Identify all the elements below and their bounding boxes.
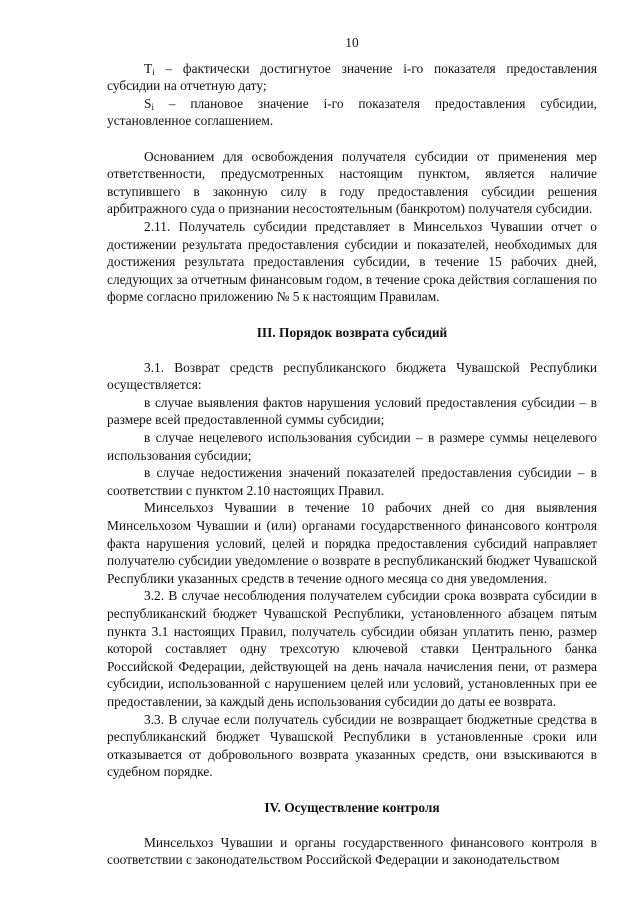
paragraph-3-1-case-violation: в случае выявления фактов нарушения условий предоставления субсидии – в размере всей предоставленной суммы субсидии; <box>107 394 597 428</box>
paragraph-3-3: 3.3. В случае если получатель субсидии не возвращает бюджетные средства в республиканский бюджет Чувашской Республики в установленные сроки или отказывается от добровольного возврата указанных средств, они взыскиваются в судебном порядке. <box>107 711 597 780</box>
symbol-s: S <box>144 95 152 111</box>
paragraph-3-1-case-misuse: в случае нецелевого использования субсидии – в размере суммы нецелевого использования субсидии; <box>107 430 597 463</box>
paragraph-notification: Минсельхоз Чувашии в течение 10 рабочих дней со дня выявления Минсельхозом Чувашии и (или) органами государственного финансового контроля факта нарушения условий, целей и порядка предоставления субсидий направляет получателю субсидии уведомление о возврате в республиканский бюджет Чувашской Республики указанных средств в течение одного месяца со дня уведомления. <box>107 500 597 586</box>
definition-s <box>107 95 597 130</box>
symbol-t: T <box>144 60 153 76</box>
subscript-s: i <box>151 101 154 112</box>
paragraph-3-1-case-underachievement: в случае недостижения значений показателей предоставления субсидии – в соответствии с пунктом 2.10 настоящих Правил. <box>107 465 597 498</box>
spacer <box>107 306 597 324</box>
subscript-t: i <box>152 66 155 77</box>
paragraph-control: Минсельхоз Чувашии и органы государственного финансового контроля в соответствии с законодательством Российской Федерации и законодательством <box>107 834 597 868</box>
spacer <box>107 130 597 148</box>
document-page <box>107 34 597 869</box>
section-heading-3: III. Порядок возврата субсидий <box>256 324 448 340</box>
page-number: 10 <box>345 35 359 50</box>
paragraph-3-1: 3.1. Возврат средств республиканского бюджета Чувашской Республики осуществляется: <box>107 359 597 393</box>
spacer <box>107 341 597 359</box>
definition-s-text: – плановое значение i-го показателя предоставления субсидии, установленное соглашением. <box>107 95 597 129</box>
section-heading-4: IV. Осуществление контроля <box>264 799 440 815</box>
paragraph-3-2: 3.2. В случае несоблюдения получателем субсидии срока возврата субсидии в республиканский бюджет Чувашской Республики, установленного абзацем пятым пункта 3.1 настоящих Правил, получатель субсидии обязан уплатить пеню, размер которой составляет одну трехсотую ключевой ставки Центрального банка Российской Федерации, действующей на день начала начисления пени, от размера субсидии, использованной с нарушением целей или условий, установленных при ее предоставлении, за каждый день использования субсидии до даты ее возврата. <box>107 588 597 709</box>
spacer <box>107 781 597 799</box>
definition-t-text: – фактически достигнутое значение i-го показателя предоставления субсидии на отчетную дату; <box>107 60 597 94</box>
paragraph-exemption: Основанием для освобождения получателя субсидии от применения мер ответственности, предусмотренных настоящим пунктом, является наличие вступившего в законную силу в году предоставления субсидии решения арбитражного суда о признании несостоятельным (банкротом) получателя субсидии. <box>107 148 597 217</box>
definition-t <box>107 60 597 95</box>
paragraph-2-11: 2.11. Получатель субсидии представляет в Минсельхоз Чувашии отчет о достижении результата предоставления субсидии и показателей, необходимых для достижения результата предоставления субсидии, в течение 15 рабочих дней, следующих за отчетным финансовым годом, в течение срока действия соглашения по форме согласно приложению № 5 к настоящим Правилам. <box>107 218 597 305</box>
spacer <box>107 816 597 834</box>
